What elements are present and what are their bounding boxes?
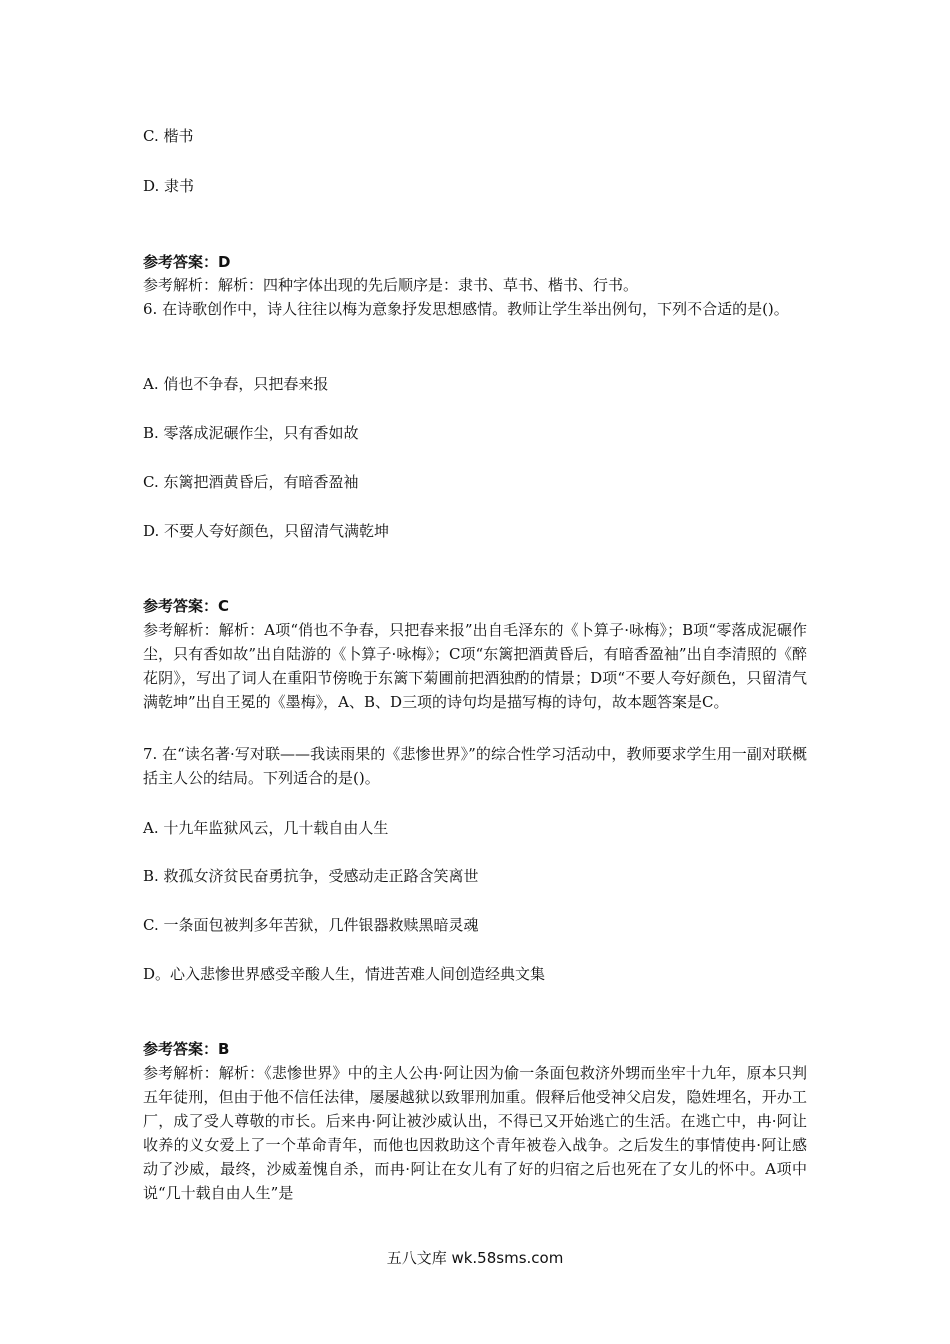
q7-answer: 参考答案：B (143, 1040, 230, 1058)
q7-option-c: C. 一条面包被判多年苦狱，几件银器救赎黑暗灵魂 (143, 916, 479, 934)
q7-analysis: 参考解析：解析：《悲惨世界》中的主人公冉·阿让因为偷一条面包救济外甥而坐牢十九年，原本只判五年徒刑，但由于他不信任法律，屡屡越狱以致罪刑加重。假释后他受神父启发，隐姓埋名，开办工厂，成了受人尊敬的市长。后来冉·阿让被沙威认出，不得已又开始逃亡的生活。在逃亡中，冉·阿让收养的义女爱上了一个革命青年，而他也因救助这个青年被卷入战争。之后发生的事情使冉·阿让感动了沙威，最终，沙威羞愧自杀，而冉·阿让在女儿有了好的归宿之后也死在了女儿的怀中。A项中说“几十载自由人生”是 (143, 1064, 807, 1202)
q5-analysis: 参考解析：解析：四种字体出现的先后顺序是：隶书、草书、楷书、行书。 (143, 276, 639, 294)
q6-analysis: 参考解析：解析：A项“俏也不争春，只把春来报”出自毛泽东的《卜算子·咏梅》；B项“零落成泥碾作尘，只有香如故”出自陆游的《卜算子·咏梅》；C项“东篱把酒黄昏后，有暗香盈袖”出自李清照的《醉花阴》，写出了词人在重阳节傍晚于东篱下菊圃前把酒独酌的情景；D项“不要人夸好颜色，只留清气满乾坤”出自王冕的《墨梅》，A、B、D三项的诗句均是描写梅的诗句，故本题答案是C。 (143, 621, 807, 711)
q5-option-d: D. 隶书 (143, 177, 195, 195)
q6-option-d: D. 不要人夸好颜色，只留清气满乾坤 (143, 522, 390, 540)
q7-option-d: D。心入悲惨世界感受辛酸人生，情进苦难人间创造经典文集 (143, 965, 546, 983)
footer-watermark: 五八文库 wk.58sms.com (386, 1249, 564, 1267)
q6-option-c: C. 东篱把酒黄昏后，有暗香盈袖 (143, 473, 359, 491)
q7-option-a: A. 十九年监狱风云，几十载自由人生 (143, 819, 389, 837)
q5-option-c: C. 楷书 (143, 127, 194, 145)
q7-question: 7. 在“读名著·写对联——我读雨果的《悲惨世界》”的综合性学习活动中，教师要求学生用一副对联概括主人公的结局。下列适合的是()。 (143, 745, 807, 787)
q5-answer: 参考答案：D (143, 253, 231, 271)
q6-answer: 参考答案：C (143, 597, 230, 615)
q6-option-a: A. 俏也不争春，只把春来报 (143, 375, 329, 393)
q7-option-b: B. 救孤女济贫民奋勇抗争，受感动走正路含笑离世 (143, 867, 479, 885)
q6-option-b: B. 零落成泥碾作尘，只有香如故 (143, 424, 359, 442)
q6-question: 6. 在诗歌创作中，诗人往往以梅为意象抒发思想感情。教师让学生举出例句，下列不合适的是()。 (143, 300, 789, 318)
